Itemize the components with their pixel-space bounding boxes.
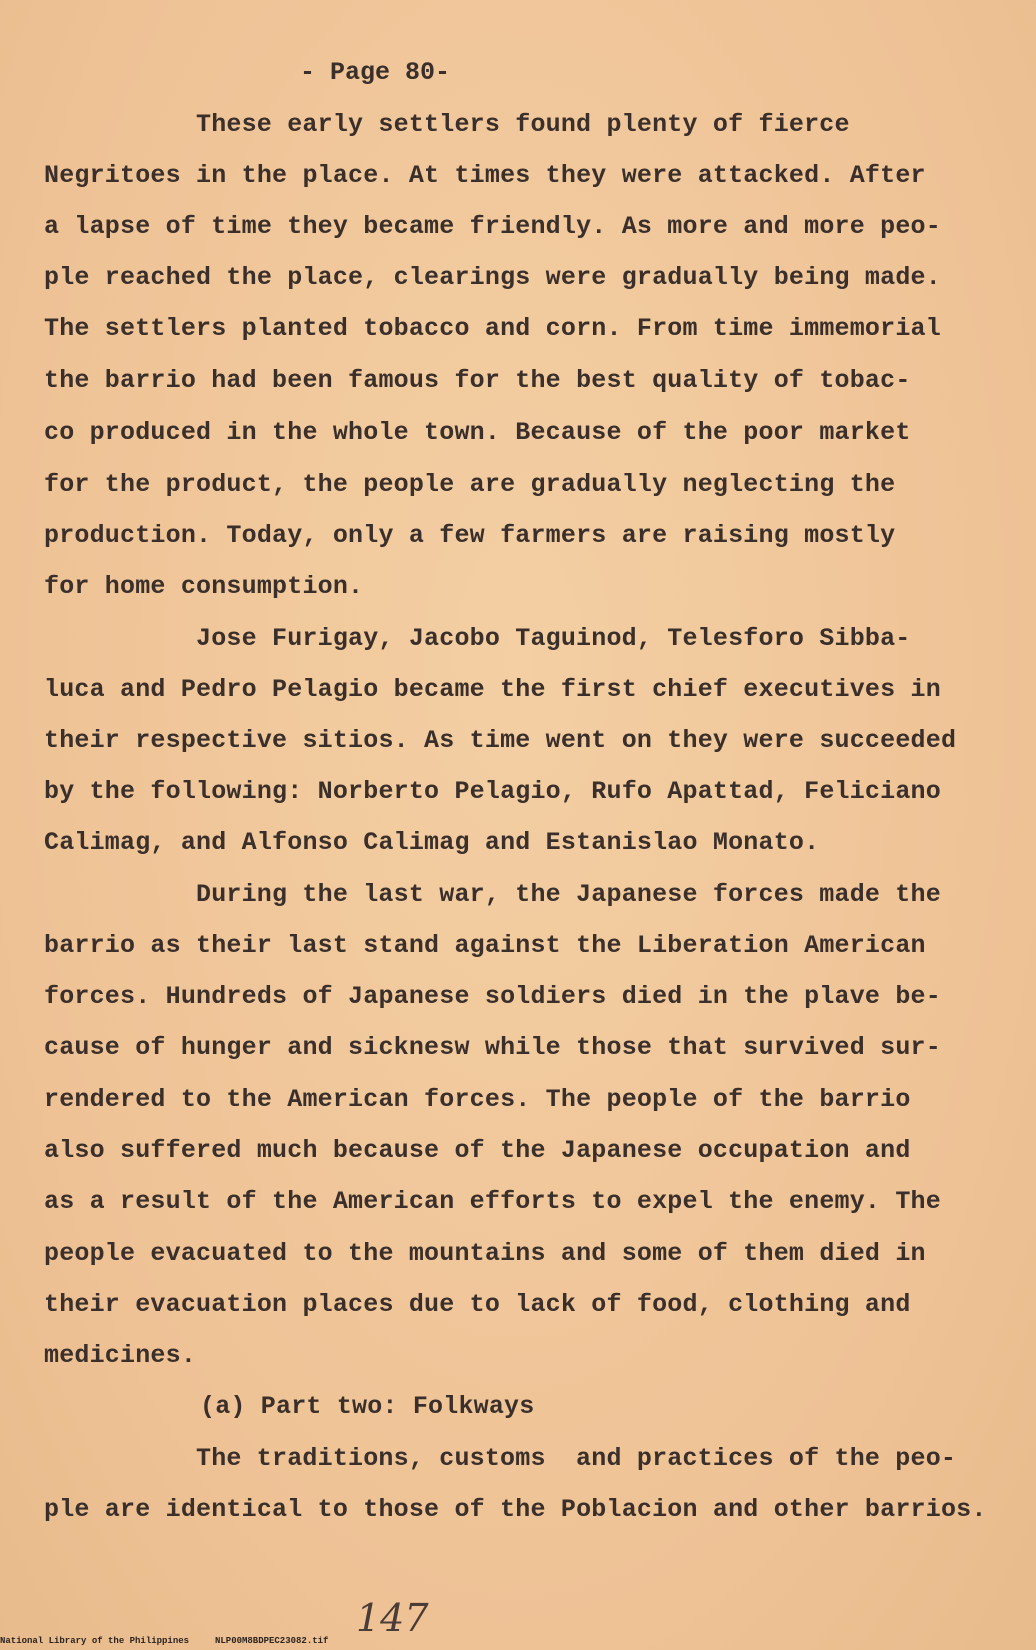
paragraph-1-line-4: ple reached the place, clearings were gradually being made.: [44, 263, 941, 292]
paragraph-3-line-3: forces. Hundreds of Japanese soldiers died in the plave be-: [44, 982, 941, 1011]
paragraph-3-line-10: medicines.: [44, 1341, 197, 1370]
paragraph-2-line-4: by the following: Norberto Pelagio, Rufo Apattad, Feliciano: [44, 777, 941, 806]
paragraph-3-line-6: also suffered much because of the Japanese occupation and: [44, 1136, 911, 1165]
paragraph-3-line-8: people evacuated to the mountains and some of them died in: [44, 1239, 926, 1268]
section-heading: (a) Part two: Folkways: [200, 1392, 535, 1421]
footer-file-name: NLP00M8BDPEC23082.tif: [215, 1636, 329, 1646]
paragraph-2-line-3: their respective sitios. As time went on they were succeeded: [44, 726, 957, 755]
handwritten-page-number: 147: [356, 1596, 429, 1640]
paragraph-3-line-4: cause of hunger and sicknesw while those that survived sur-: [44, 1033, 941, 1062]
paragraph-1-line-1: These early settlers found plenty of fierce: [196, 110, 850, 139]
paragraph-3-line-7: as a result of the American efforts to expel the enemy. The: [44, 1187, 941, 1216]
paragraph-1-line-6: the barrio had been famous for the best quality of tobac-: [44, 366, 911, 395]
paragraph-4-line-1: The traditions, customs and practices of the peo-: [196, 1444, 957, 1473]
page-header: - Page 80-: [300, 58, 451, 87]
paragraph-1-line-10: for home consumption.: [44, 572, 364, 601]
paragraph-1-line-7: co produced in the whole town. Because of the poor market: [44, 418, 911, 447]
paragraph-2-line-2: luca and Pedro Pelagio became the first chief executives in: [44, 675, 941, 704]
paragraph-1-line-5: The settlers planted tobacco and corn. From time immemorial: [44, 314, 941, 343]
paragraph-3-line-9: their evacuation places due to lack of food, clothing and: [44, 1290, 911, 1319]
paragraph-3-line-2: barrio as their last stand against the Liberation American: [44, 931, 926, 960]
paragraph-4-line-2: ple are identical to those of the Poblacion and other barrios.: [44, 1495, 987, 1524]
paragraph-2-line-5: Calimag, and Alfonso Calimag and Estanislao Monato.: [44, 828, 820, 857]
paragraph-2-line-1: Jose Furigay, Jacobo Taguinod, Telesforo Sibba-: [196, 624, 911, 653]
paragraph-3-line-1: During the last war, the Japanese forces made the: [196, 880, 941, 909]
footer-library-name: National Library of the Philippines: [0, 1636, 190, 1646]
paragraph-1-line-2: Negritoes in the place. At times they were attacked. After: [44, 161, 926, 190]
paragraph-3-line-5: rendered to the American forces. The people of the barrio: [44, 1085, 911, 1114]
paragraph-1-line-3: a lapse of time they became friendly. As more and more peo-: [44, 212, 941, 241]
paragraph-1-line-8: for the product, the people are gradually neglecting the: [44, 470, 896, 499]
paragraph-1-line-9: production. Today, only a few farmers are raising mostly: [44, 521, 896, 550]
